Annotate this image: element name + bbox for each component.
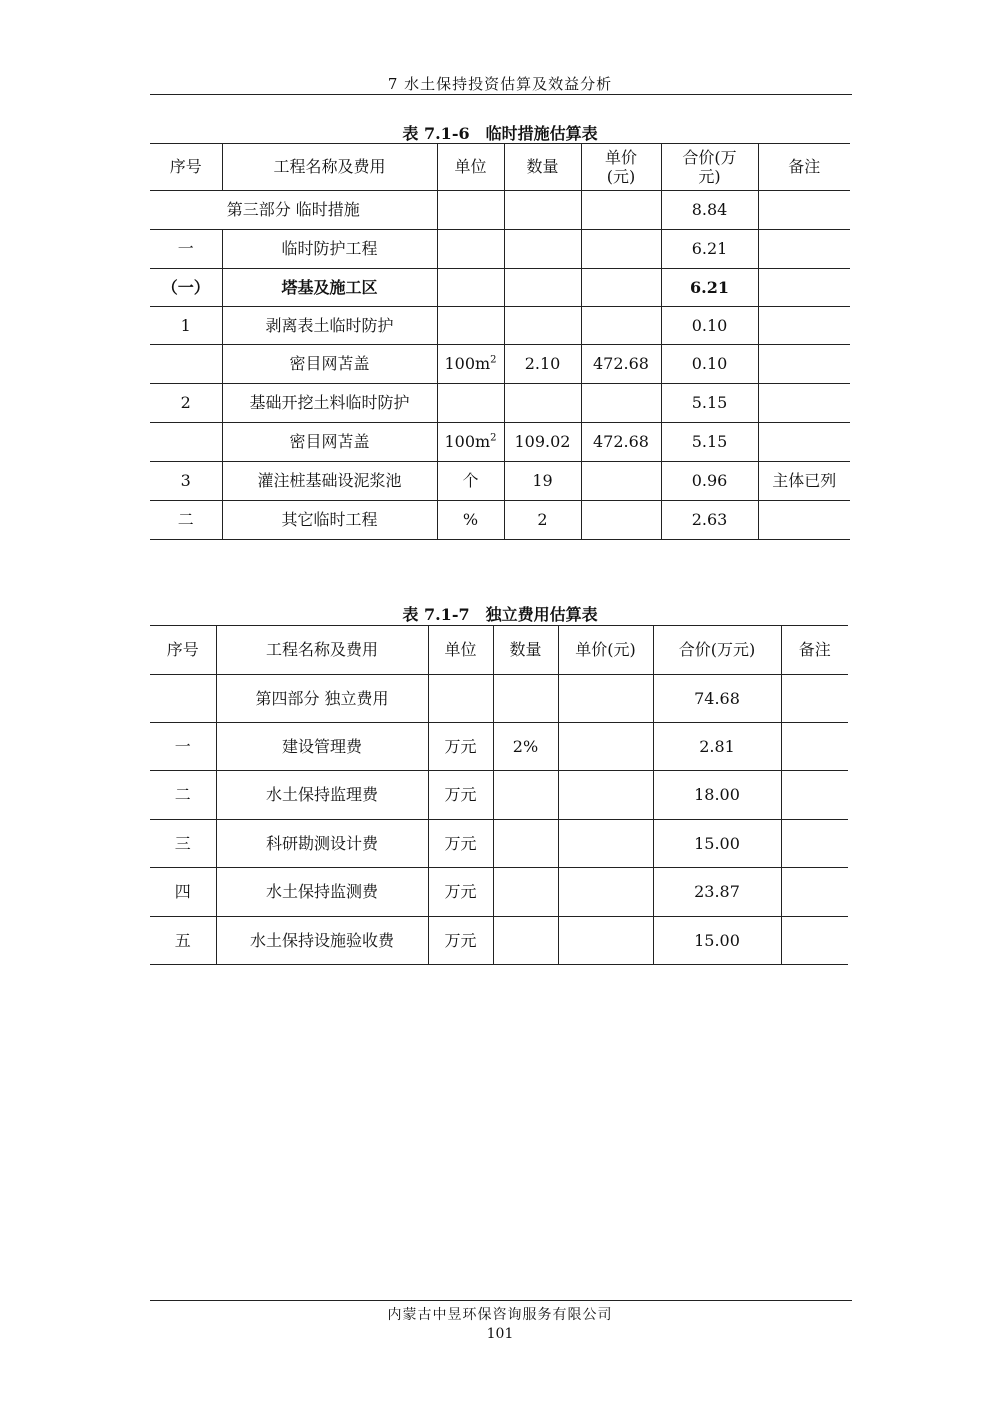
col-header-qty: 数量 bbox=[504, 144, 581, 191]
row-note bbox=[758, 230, 850, 269]
row-unit bbox=[428, 675, 493, 723]
row-no: 五 bbox=[150, 917, 216, 965]
row-no bbox=[150, 675, 216, 723]
row-unit: 万元 bbox=[428, 771, 493, 820]
row-price: 472.68 bbox=[581, 423, 661, 462]
row-total: 6.21 bbox=[661, 269, 758, 307]
row-name: 水土保持监测费 bbox=[216, 868, 428, 917]
row-no: 2 bbox=[150, 384, 222, 423]
col-header-unit: 单位 bbox=[437, 144, 504, 191]
table-row bbox=[150, 230, 850, 269]
row-note: 主体已列 bbox=[758, 462, 850, 501]
company-name: 内蒙古中昱环保咨询服务有限公司 bbox=[387, 1307, 613, 1323]
row-qty bbox=[493, 675, 558, 723]
header-divider bbox=[150, 94, 852, 95]
row-qty bbox=[493, 917, 558, 965]
row-name: 水土保持设施验收费 bbox=[216, 917, 428, 965]
row-total: 0.10 bbox=[661, 345, 758, 384]
table-row bbox=[150, 820, 848, 868]
row-note bbox=[781, 820, 848, 868]
table-row bbox=[150, 345, 850, 384]
row-unit: $100m^2$ bbox=[437, 423, 504, 462]
page-number: 101 bbox=[486, 1326, 514, 1342]
table-row bbox=[150, 191, 850, 230]
row-qty bbox=[504, 269, 581, 307]
row-unit bbox=[437, 269, 504, 307]
row-no: （一） bbox=[150, 269, 222, 307]
row-name: 灌注桩基础设泥浆池 bbox=[222, 462, 437, 501]
row-price bbox=[581, 230, 661, 269]
row-total: 15.00 bbox=[653, 820, 781, 868]
table2-header-row bbox=[150, 626, 848, 675]
row-price bbox=[581, 307, 661, 345]
row-total: 5.15 bbox=[661, 384, 758, 423]
row-note bbox=[758, 501, 850, 540]
row-total: 2.81 bbox=[653, 723, 781, 771]
row-note bbox=[758, 345, 850, 384]
row-total: 0.96 bbox=[661, 462, 758, 501]
col-header-total: 合价(万元) bbox=[661, 144, 758, 191]
table-row bbox=[150, 269, 850, 307]
row-qty bbox=[504, 230, 581, 269]
table-row bbox=[150, 868, 848, 917]
row-name: 密目网苫盖 bbox=[222, 423, 437, 462]
row-note bbox=[781, 675, 848, 723]
row-qty bbox=[504, 384, 581, 423]
row-total: 15.00 bbox=[653, 917, 781, 965]
row-total: 18.00 bbox=[653, 771, 781, 820]
row-note bbox=[758, 191, 850, 230]
row-note bbox=[781, 868, 848, 917]
table-row bbox=[150, 501, 850, 540]
row-no bbox=[150, 345, 222, 384]
table-row bbox=[150, 917, 848, 965]
col-header-no: 序号 bbox=[150, 144, 222, 191]
row-qty: 2 bbox=[504, 501, 581, 540]
table-row bbox=[150, 307, 850, 345]
row-note bbox=[758, 423, 850, 462]
row-note bbox=[758, 307, 850, 345]
row-no: 三 bbox=[150, 820, 216, 868]
row-unit: 万元 bbox=[428, 723, 493, 771]
row-unit: $100m^2$ bbox=[437, 345, 504, 384]
row-price: 472.68 bbox=[581, 345, 661, 384]
row-no: 3 bbox=[150, 462, 222, 501]
row-total: 23.87 bbox=[653, 868, 781, 917]
row-note bbox=[781, 771, 848, 820]
col-header-name: 工程名称及费用 bbox=[216, 626, 428, 675]
col-header-no: 序号 bbox=[150, 626, 216, 675]
row-name: 科研勘测设计费 bbox=[216, 820, 428, 868]
col-header-qty: 数量 bbox=[493, 626, 558, 675]
row-price bbox=[581, 384, 661, 423]
col-header-price: 单价(元) bbox=[581, 144, 661, 191]
row-qty bbox=[504, 307, 581, 345]
footer-divider bbox=[150, 1300, 852, 1301]
table2-independent-costs bbox=[150, 625, 848, 965]
row-note bbox=[781, 723, 848, 771]
row-name: 剥离表土临时防护 bbox=[222, 307, 437, 345]
row-note bbox=[758, 269, 850, 307]
col-header-note: 备注 bbox=[758, 144, 850, 191]
row-unit: 万元 bbox=[428, 917, 493, 965]
row-name: 第四部分 独立费用 bbox=[216, 675, 428, 723]
col-header-unit: 单位 bbox=[428, 626, 493, 675]
col-header-total: 合价(万元) bbox=[653, 626, 781, 675]
table1-title: 表 7.1-6 临时措施估算表 bbox=[402, 124, 598, 143]
row-no bbox=[150, 423, 222, 462]
row-price bbox=[558, 868, 653, 917]
row-price bbox=[581, 191, 661, 230]
row-price bbox=[581, 462, 661, 501]
row-no: 二 bbox=[150, 771, 216, 820]
row-qty: 19 bbox=[504, 462, 581, 501]
row-unit: % bbox=[437, 501, 504, 540]
row-price bbox=[558, 771, 653, 820]
row-qty: 2.10 bbox=[504, 345, 581, 384]
table-row bbox=[150, 384, 850, 423]
row-note bbox=[758, 384, 850, 423]
row-price bbox=[558, 675, 653, 723]
row-unit: 万元 bbox=[428, 868, 493, 917]
row-total: 2.63 bbox=[661, 501, 758, 540]
col-header-note: 备注 bbox=[781, 626, 848, 675]
table-row bbox=[150, 462, 850, 501]
row-price bbox=[558, 917, 653, 965]
row-name: 密目网苫盖 bbox=[222, 345, 437, 384]
col-header-price: 单价(元) bbox=[558, 626, 653, 675]
row-total: 6.21 bbox=[661, 230, 758, 269]
row-no: 一 bbox=[150, 723, 216, 771]
row-unit bbox=[437, 384, 504, 423]
row-no: 1 bbox=[150, 307, 222, 345]
row-name: 其它临时工程 bbox=[222, 501, 437, 540]
row-qty bbox=[493, 868, 558, 917]
row-unit bbox=[437, 230, 504, 269]
row-price bbox=[581, 269, 661, 307]
row-qty bbox=[493, 820, 558, 868]
table1-header-row bbox=[150, 144, 850, 191]
row-name: 第三部分 临时措施 bbox=[150, 191, 437, 230]
row-name: 基础开挖土料临时防护 bbox=[222, 384, 437, 423]
table-row bbox=[150, 675, 848, 723]
row-price bbox=[558, 820, 653, 868]
running-header: 7 水土保持投资估算及效益分析 bbox=[387, 75, 613, 93]
row-total: 8.84 bbox=[661, 191, 758, 230]
row-unit: 万元 bbox=[428, 820, 493, 868]
col-header-name: 工程名称及费用 bbox=[222, 144, 437, 191]
row-name: 水土保持监理费 bbox=[216, 771, 428, 820]
table-row bbox=[150, 423, 850, 462]
row-unit: 个 bbox=[437, 462, 504, 501]
table1-temporary-measures bbox=[150, 143, 850, 540]
row-price bbox=[558, 723, 653, 771]
row-name: 塔基及施工区 bbox=[222, 269, 437, 307]
row-qty: 109.02 bbox=[504, 423, 581, 462]
table2-title: 表 7.1-7 独立费用估算表 bbox=[402, 605, 598, 624]
table-row bbox=[150, 723, 848, 771]
row-price bbox=[581, 501, 661, 540]
row-no: 二 bbox=[150, 501, 222, 540]
row-qty bbox=[493, 771, 558, 820]
row-total: 0.10 bbox=[661, 307, 758, 345]
row-no: 一 bbox=[150, 230, 222, 269]
row-qty bbox=[504, 191, 581, 230]
row-no: 四 bbox=[150, 868, 216, 917]
row-unit bbox=[437, 307, 504, 345]
row-note bbox=[781, 917, 848, 965]
row-name: 建设管理费 bbox=[216, 723, 428, 771]
table-row bbox=[150, 771, 848, 820]
row-qty: 2% bbox=[493, 723, 558, 771]
row-name: 临时防护工程 bbox=[222, 230, 437, 269]
row-total: 74.68 bbox=[653, 675, 781, 723]
row-total: 5.15 bbox=[661, 423, 758, 462]
row-unit bbox=[437, 191, 504, 230]
